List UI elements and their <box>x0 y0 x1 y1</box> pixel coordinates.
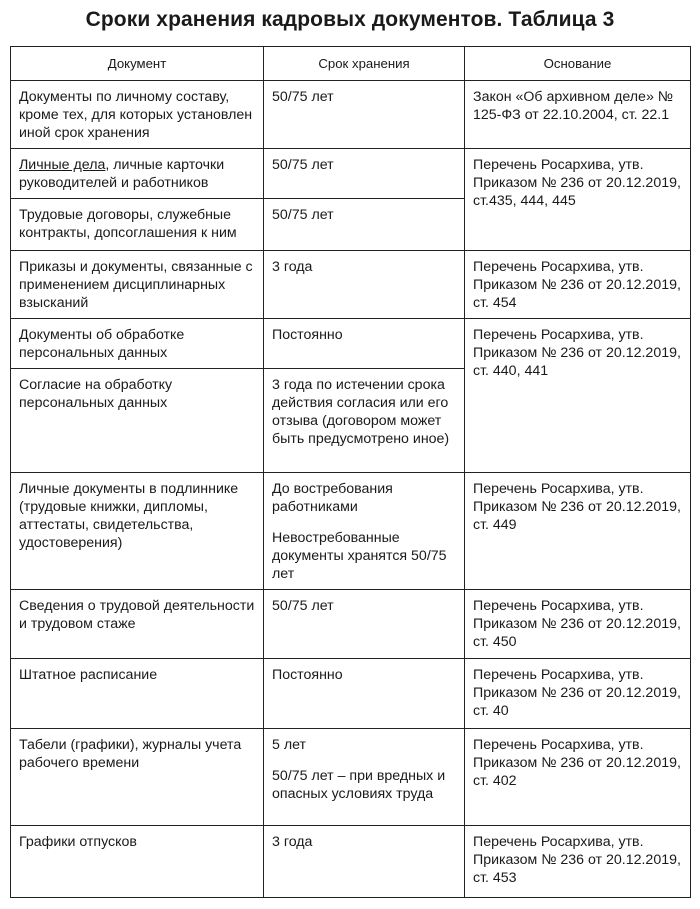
document-cell: Графики отпусков <box>11 826 264 898</box>
basis-cell: Перечень Росархива, утв. Приказом № 236 от 20.12.2019, ст. 449 <box>465 473 691 590</box>
document-cell: Приказы и документы, связанные с применением дисциплинарных взысканий <box>11 251 264 319</box>
document-cell: Сведения о трудовой деятельности и трудовом стаже <box>11 590 264 659</box>
table-row <box>11 826 691 898</box>
document-cell: Штатное расписание <box>11 659 264 729</box>
term-cell: 50/75 лет <box>264 590 465 659</box>
page-title: Сроки хранения кадровых документов. Таблица 3 <box>85 8 615 31</box>
document-cell: Личные документы в подлиннике (трудовые книжки, дипломы, аттестаты, свидетельства, удостоверения) <box>11 473 264 590</box>
term-text: 5 лет <box>272 737 307 753</box>
table-row <box>11 473 691 590</box>
document-cell: Трудовые договоры, служебные контракты, допсоглашения к ним <box>11 199 264 251</box>
table-row <box>11 81 691 149</box>
table-header-row <box>11 47 691 81</box>
header-document: Документ <box>11 47 264 81</box>
table-row <box>11 659 691 729</box>
basis-cell: Перечень Росархива, утв. Приказом № 236 от 20.12.2019, ст. 402 <box>465 729 691 826</box>
term-cell: 50/75 лет <box>264 199 465 251</box>
basis-cell: Перечень Росархива, утв. Приказом № 236 от 20.12.2019, ст. 440, 441 <box>465 319 691 473</box>
basis-cell: Перечень Росархива, утв. Приказом № 236 от 20.12.2019, ст.435, 444, 445 <box>465 149 691 251</box>
term-cell: 50/75 лет <box>264 149 465 199</box>
document-cell: Документы об обработке персональных данных <box>11 319 264 369</box>
basis-cell: Перечень Росархива, утв. Приказом № 236 от 20.12.2019, ст. 453 <box>465 826 691 898</box>
personal-files-link-text: Личные дела <box>19 157 106 173</box>
document-text: , личные карточки руководителей и работников <box>19 157 225 191</box>
term-cell: Постоянно <box>264 659 465 729</box>
basis-cell: Перечень Росархива, утв. Приказом № 236 от 20.12.2019, ст. 40 <box>465 659 691 729</box>
term-cell <box>264 473 465 590</box>
term-cell: 3 года <box>264 826 465 898</box>
term-note: 50/75 лет – при вредных и опасных условиях труда <box>272 768 446 802</box>
document-cell <box>11 149 264 199</box>
table-row <box>11 729 691 826</box>
basis-cell: Перечень Росархива, утв. Приказом № 236 от 20.12.2019, ст. 450 <box>465 590 691 659</box>
table-row <box>11 590 691 659</box>
document-cell: Согласие на обработку персональных данных <box>11 369 264 473</box>
header-retention-term: Срок хранения <box>264 47 465 81</box>
term-cell: 3 года <box>264 251 465 319</box>
term-cell: 3 года по истечении срока действия согласия или его отзыва (договором может быть предусмотрено иное) <box>264 369 465 473</box>
table-row <box>11 319 691 369</box>
table-row <box>11 149 691 199</box>
retention-table <box>10 46 691 898</box>
term-cell: Постоянно <box>264 319 465 369</box>
term-note: Невостребованные документы хранятся 50/75 лет <box>272 530 447 582</box>
table-row <box>11 251 691 319</box>
document-cell: Документы по личному составу, кроме тех, для которых установлен иной срок хранения <box>11 81 264 149</box>
term-cell: 50/75 лет <box>264 81 465 149</box>
header-basis: Основание <box>465 47 691 81</box>
basis-cell: Закон «Об архивном деле» № 125-ФЗ от 22.10.2004, ст. 22.1 <box>465 81 691 149</box>
basis-cell: Перечень Росархива, утв. Приказом № 236 от 20.12.2019, ст. 454 <box>465 251 691 319</box>
term-text: До востребования работниками <box>272 481 393 515</box>
document-cell: Табели (графики), журналы учета рабочего времени <box>11 729 264 826</box>
term-cell <box>264 729 465 826</box>
